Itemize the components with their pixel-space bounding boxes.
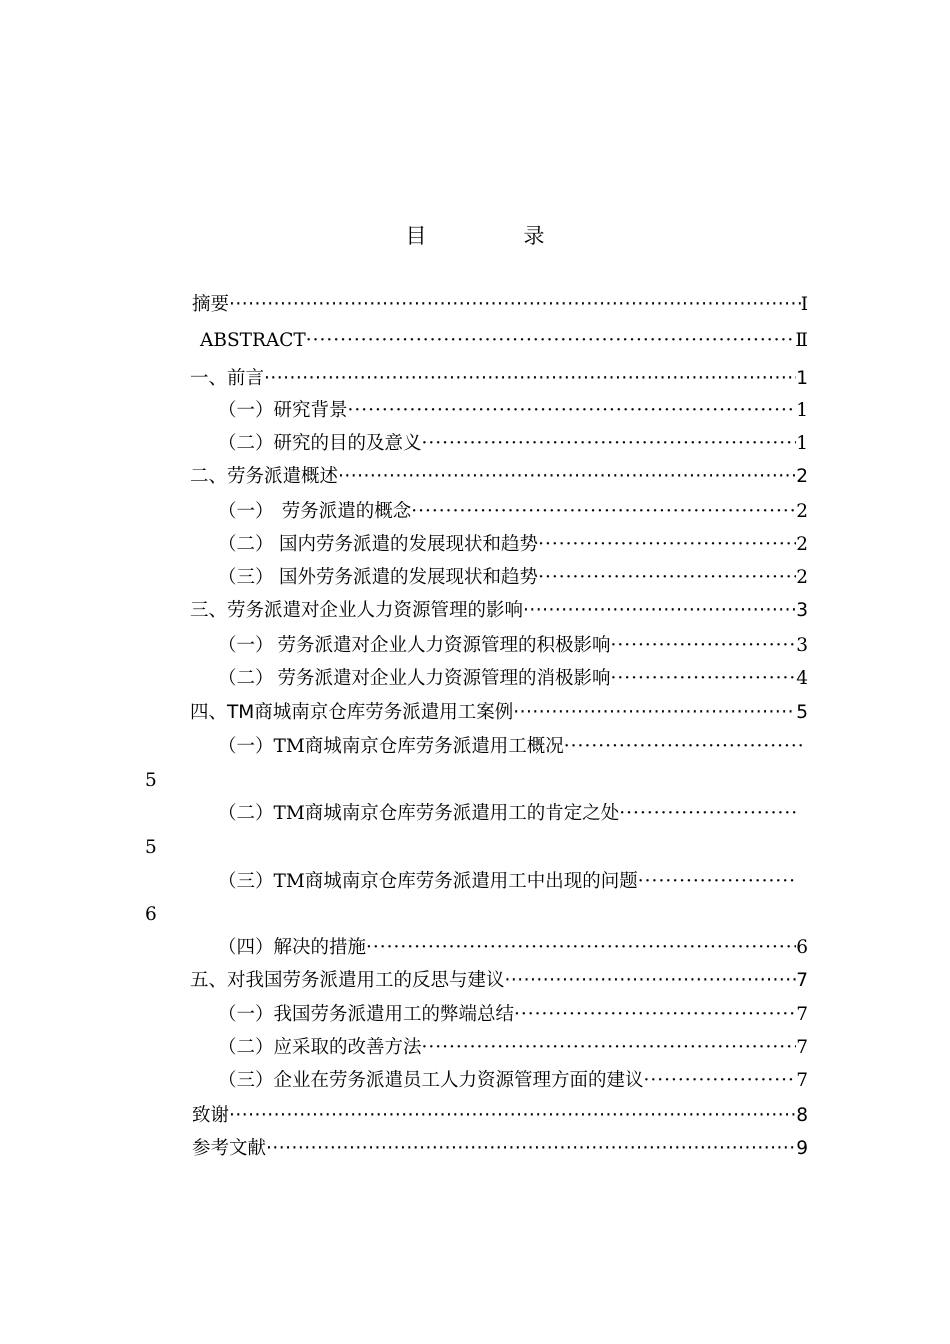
toc-entry-label: 一、前言 [190, 368, 265, 389]
toc-entry-label: 国内劳务派遣的发展现状和趋势 [279, 534, 539, 555]
toc-entry[interactable] [218, 396, 808, 426]
toc-entry-page: 5 [145, 770, 157, 791]
toc-entry-page: 5 [796, 702, 808, 723]
toc-entry[interactable] [218, 1066, 808, 1096]
toc-entry-page: Ⅱ [795, 330, 808, 351]
dot-leader [564, 732, 804, 762]
toc-entry-label: （三）企业在劳务派遣员工人力资源管理方面的建议 [218, 1070, 644, 1091]
toc-entry-label: 三、劳务派遣对企业人力资源管理的影响 [190, 600, 524, 621]
toc-entry[interactable] [190, 364, 808, 394]
toc-entry-label: （一）TM商城南京仓库劳务派遣用工概况 [218, 736, 564, 757]
toc-entry-page: 1 [796, 433, 808, 454]
dot-leader [611, 631, 797, 661]
dot-leader [306, 326, 796, 356]
toc-entry-page: 9 [796, 1138, 808, 1159]
toc-entry-page: 1 [796, 400, 808, 421]
toc-entry-page: 2 [796, 501, 808, 522]
toc-entry-label: （二） [218, 668, 274, 689]
dot-leader [505, 966, 797, 996]
toc-entry-label: （二） [218, 534, 274, 555]
toc-entry[interactable] [192, 1134, 808, 1164]
toc-entry-label: （一）我国劳务派遣用工的弊端总结 [218, 1004, 515, 1025]
toc-entry-page: 5 [145, 837, 157, 858]
dot-leader [422, 429, 797, 459]
toc-entry-page: 2 [796, 466, 808, 487]
dot-leader [366, 933, 796, 963]
toc-entry[interactable] [218, 1033, 808, 1063]
dot-leader [348, 396, 797, 426]
dot-leader [229, 1101, 796, 1131]
toc-entry-page: 3 [796, 635, 808, 656]
toc-entry-label: （三）TM商城南京仓库劳务派遣用工中出现的问题 [218, 871, 638, 892]
toc-entry-page: 7 [796, 970, 808, 991]
toc-title: 目 录 [405, 224, 583, 248]
toc-entry-label: 劳务派遣的概念 [281, 501, 412, 522]
toc-entry-page: 1 [796, 368, 808, 389]
toc-entry[interactable] [218, 631, 808, 661]
dot-leader [638, 867, 796, 897]
toc-entry-page: 4 [796, 668, 808, 689]
toc-entry-label: （一）研究背景 [218, 400, 348, 421]
dot-leader [513, 698, 796, 728]
toc-entry-page: 2 [796, 567, 808, 588]
dot-leader [266, 1134, 796, 1164]
toc-entry-page: 8 [796, 1105, 808, 1126]
toc-entry[interactable] [190, 596, 808, 626]
toc-entry[interactable] [190, 966, 808, 996]
dot-leader [611, 664, 797, 694]
toc-entry-label: 摘要 [192, 294, 230, 315]
toc-entry-label: 五、对我国劳务派遣用工的反思与建议 [190, 970, 505, 991]
toc-entry-label: 参考文献 [192, 1138, 267, 1159]
toc-entry-label: （四）解决的措施 [218, 937, 367, 958]
toc-entry[interactable] [218, 530, 808, 560]
toc-entry[interactable] [218, 799, 796, 829]
toc-entry[interactable] [218, 429, 808, 459]
toc-entry[interactable] [192, 1101, 808, 1131]
toc-entry-page: 2 [796, 534, 808, 555]
dot-leader [538, 563, 796, 593]
toc-entry[interactable] [200, 326, 808, 356]
toc-entry-label: 四、TM商城南京仓库劳务派遣用工案例 [190, 702, 514, 723]
toc-entry-page: 7 [796, 1070, 808, 1091]
toc-entry[interactable] [218, 732, 804, 762]
toc-entry-label: （二）应采取的改善方法 [218, 1037, 422, 1058]
toc-entry[interactable] [190, 462, 808, 492]
dot-leader [523, 596, 796, 626]
toc-entry-page: 6 [145, 904, 157, 925]
dot-leader [411, 497, 796, 527]
dot-leader [538, 530, 796, 560]
dot-leader [264, 364, 796, 394]
toc-entry-page: 3 [796, 600, 808, 621]
dot-leader [229, 290, 801, 320]
toc-entry[interactable] [218, 1000, 808, 1030]
toc-entry-label: 致谢 [192, 1105, 230, 1126]
toc-entry-label: （二）TM商城南京仓库劳务派遣用工的肯定之处 [218, 803, 620, 824]
toc-entry-page: 6 [796, 937, 808, 958]
toc-entry-page: Ⅰ [800, 294, 808, 315]
toc-entry-label: （三） [218, 567, 274, 588]
dot-leader [422, 1033, 797, 1063]
toc-entry-label: 国外劳务派遣的发展现状和趋势 [279, 567, 539, 588]
toc-entry[interactable] [218, 867, 796, 897]
toc-entry[interactable] [218, 563, 808, 593]
toc-entry[interactable] [190, 698, 808, 728]
toc-entry[interactable] [218, 664, 808, 694]
toc-entry-label: （一） [218, 501, 274, 522]
toc-entry[interactable] [192, 290, 808, 320]
dot-leader [619, 799, 796, 829]
dot-leader [338, 462, 796, 492]
toc-entry-label: （二）研究的目的及意义 [218, 433, 422, 454]
toc-entry-label: 劳务派遣对企业人力资源管理的消极影响 [277, 668, 611, 689]
toc-entry-page: 7 [796, 1004, 808, 1025]
toc-entry-label: 劳务派遣对企业人力资源管理的积极影响 [277, 635, 611, 656]
toc-entry-page: 7 [796, 1037, 808, 1058]
toc-entry-label: 二、劳务派遣概述 [190, 466, 339, 487]
toc-entry-label: ABSTRACT [200, 330, 306, 351]
dot-leader [644, 1066, 797, 1096]
toc-entry[interactable] [218, 933, 808, 963]
dot-leader [514, 1000, 796, 1030]
toc-entry-label: （一） [218, 635, 274, 656]
toc-entry[interactable] [218, 497, 808, 527]
